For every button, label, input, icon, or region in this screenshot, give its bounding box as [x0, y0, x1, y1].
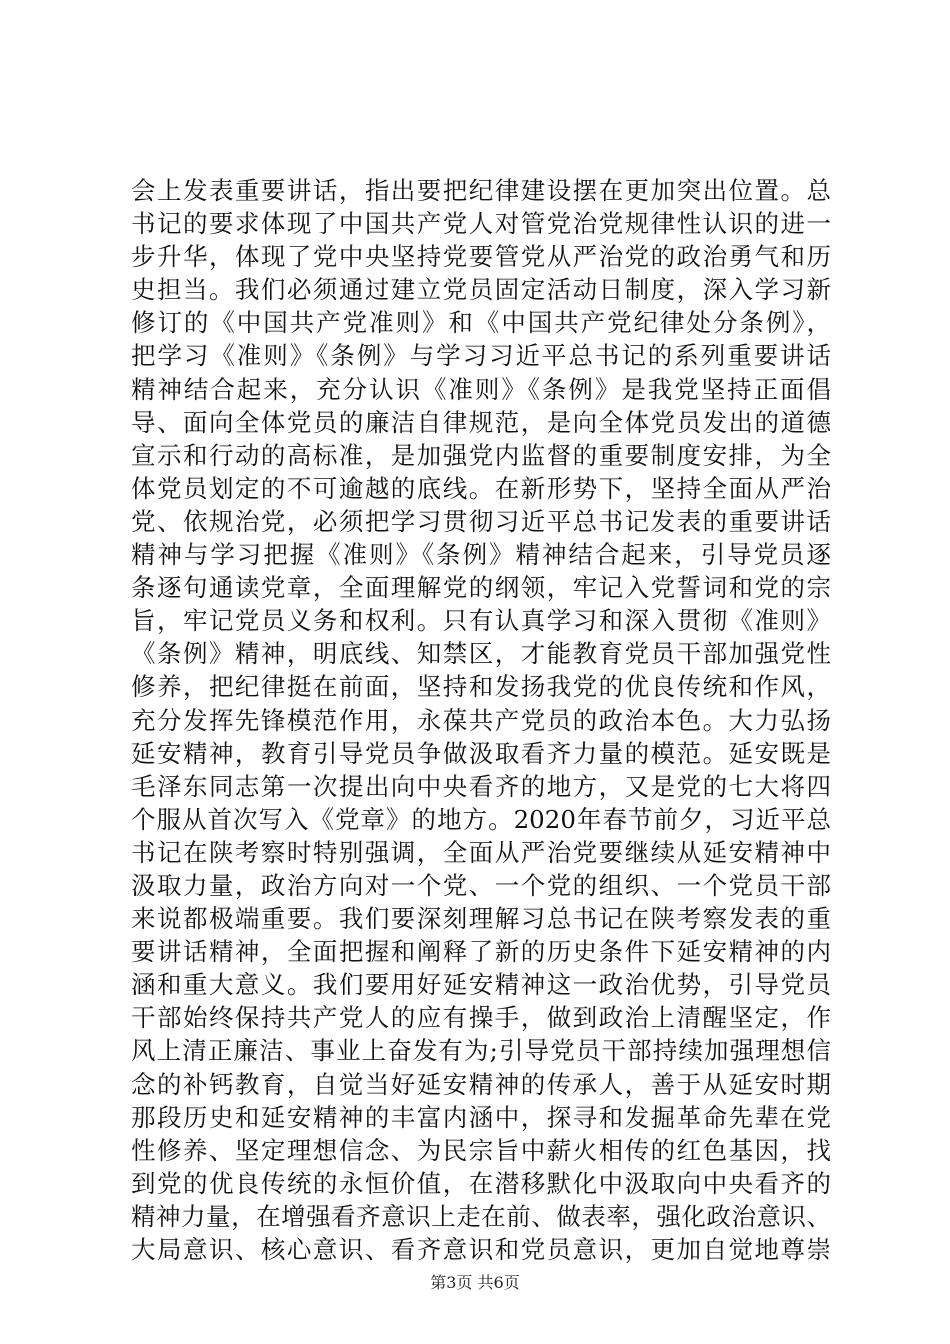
text-line: 延安精神，教育引导党员争做汲取看齐力量的模范。延安既是 [131, 738, 831, 768]
text-line: 精神力量，在增强看齐意识上走在前、做表率，强化政治意识、 [131, 1201, 831, 1231]
text-line: 条逐句通读党章，全面理解党的纲领，牢记入党誓词和党的宗 [131, 573, 831, 603]
text-line: 精神与学习把握《准则》《条例》精神结合起来，引导党员逐 [131, 540, 831, 570]
text-line: 到党的优良传统的永恒价值，在潜移默化中汲取向中央看齐的 [131, 1168, 831, 1198]
text-line: 风上清正廉洁、事业上奋发有为;引导党员干部持续加强理想信 [131, 1036, 831, 1066]
text-line: 干部始终保持共产党人的应有操手，做到政治上清醒坚定，作 [131, 1003, 831, 1033]
text-line: 史担当。我们必须通过建立党员固定活动日制度，深入学习新 [131, 275, 831, 305]
text-line: 毛泽东同志第一次提出向中央看齐的地方，又是党的七大将四 [131, 771, 831, 801]
text-line: 书记的要求体现了中国共产党人对管党治党规律性认识的进一 [131, 209, 831, 239]
text-line: 精神结合起来，充分认识《准则》《条例》是我党坚持正面倡 [131, 374, 831, 404]
text-line: 涵和重大意义。我们要用好延安精神这一政治优势，引导党员 [131, 970, 831, 1000]
text-line: 修养，把纪律挺在前面，坚持和发扬我党的优良传统和作风， [131, 672, 831, 702]
text-line: 体党员划定的不可逾越的底线。在新形势下，坚持全面从严治 [131, 473, 831, 503]
body-text [131, 174, 831, 1266]
text-line: 要讲话精神，全面把握和阐释了新的历史条件下延安精神的内 [131, 937, 831, 967]
text-line: 书记在陕考察时特别强调，全面从严治党要继续从延安精神中 [131, 837, 831, 867]
text-line: 宣示和行动的高标准，是加强党内监督的重要制度安排，为全 [131, 440, 831, 470]
text-line: 个服从首次写入《党章》的地方。2020年春节前夕，习近平总 [131, 804, 831, 834]
text-line: 把学习《准则》《条例》与学习习近平总书记的系列重要讲话 [131, 341, 831, 371]
text-line: 党、依规治党，必须把学习贯彻习近平总书记发表的重要讲话 [131, 506, 831, 536]
text-line: 性修养、坚定理想信念、为民宗旨中薪火相传的红色基因，找 [131, 1135, 831, 1165]
text-line: 步升华，体现了党中央坚持党要管党从严治党的政治勇气和历 [131, 242, 831, 272]
text-line: 修订的《中国共产党准则》和《中国共产党纪律处分条例》， [131, 308, 831, 338]
text-line: 大局意识、核心意识、看齐意识和党员意识，更加自觉地尊崇 [131, 1235, 831, 1264]
text-line: 念的补钙教育，自觉当好延安精神的传承人，善于从延安时期 [131, 1069, 831, 1099]
text-line: 来说都极端重要。我们要深刻理解习总书记在陕考察发表的重 [131, 904, 831, 934]
text-line: 充分发挥先锋模范作用，永葆共产党员的政治本色。大力弘扬 [131, 705, 831, 735]
text-line: 旨，牢记党员义务和权利。只有认真学习和深入贯彻《准则》 [131, 606, 831, 636]
text-line: 汲取力量，政治方向对一个党、一个党的组织、一个党员干部 [131, 870, 831, 900]
text-line: 那段历史和延安精神的丰富内涵中，探寻和发掘革命先辈在党 [131, 1102, 831, 1132]
text-line: 会上发表重要讲话，指出要把纪律建设摆在更加突出位置。总 [131, 176, 831, 205]
text-line: 《条例》精神，明底线、知禁区，才能教育党员干部加强党性 [131, 639, 831, 669]
text-line: 导、面向全体党员的廉洁自律规范，是向全体党员发出的道德 [131, 407, 831, 437]
page-footer: 第3页 共6页 [430, 1273, 520, 1292]
